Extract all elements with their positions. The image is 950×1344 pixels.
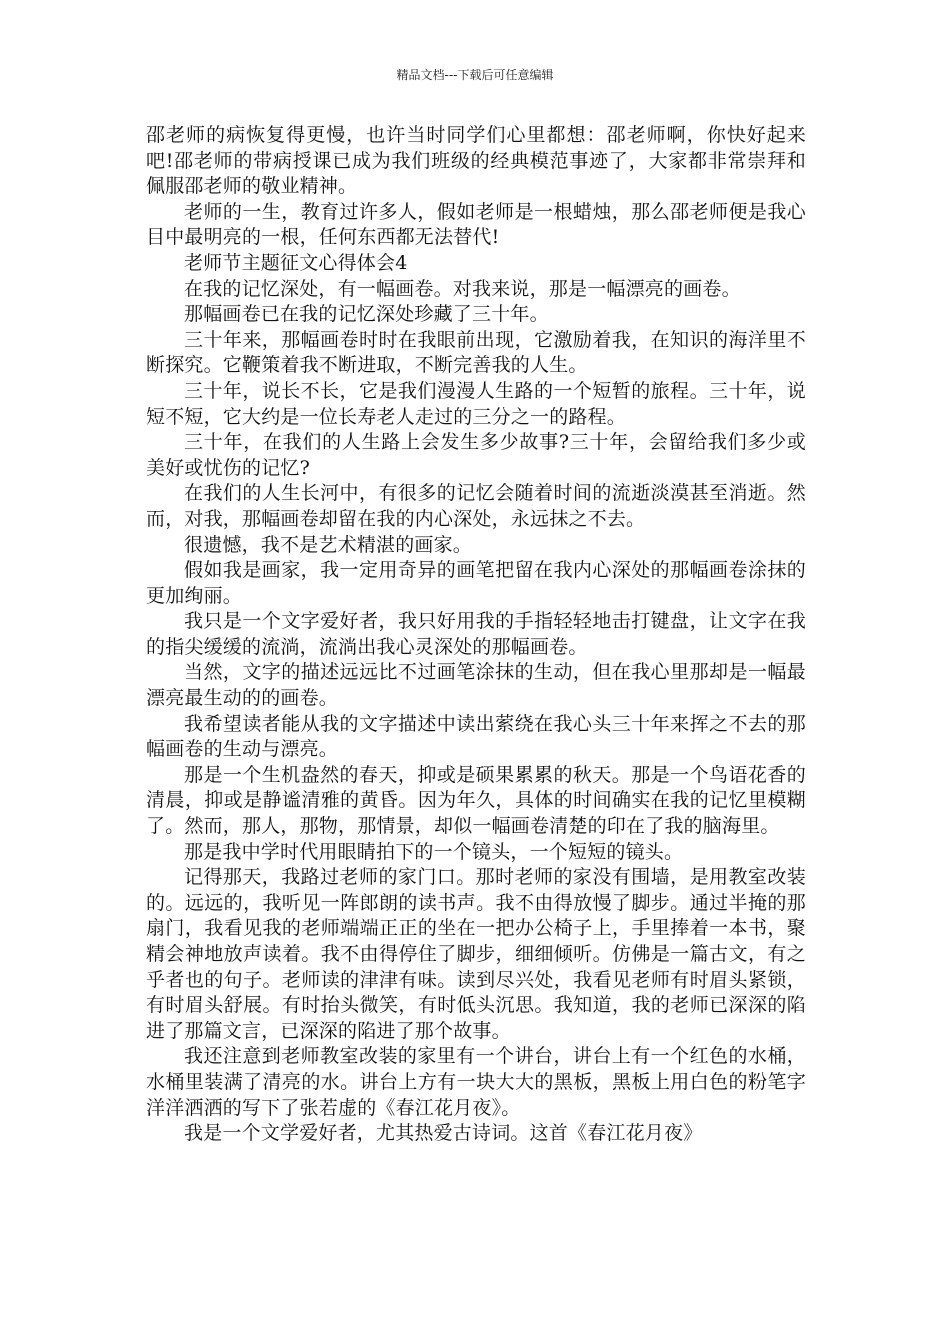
paragraph: 那是一个生机盎然的春天，抑或是硕果累累的秋天。那是一个鸟语花香的清晨，抑或是静谧清雅的黄昏。因为年久，具体的时间确实在我的记忆里模糊了。然而，那人，那物，那情景，却似一幅画卷清楚的印在了我的脑海里。 <box>146 763 806 838</box>
paragraph: 我还注意到老师教室改装的家里有一个讲台，讲台上有一个红色的水桶，水桶里装满了清亮的水。讲台上方有一块大大的黑板，黑板上用白色的粉笔字洋洋洒洒的写下了张若虚的《春江花月夜》。 <box>146 1045 806 1119</box>
paragraph: 老师的一生，教育过许多人，假如老师是一根蜡烛，那么邵老师便是我心目中最明亮的一根，任何东西都无法替代! <box>146 200 806 249</box>
paragraph: 假如我是画家，我一定用奇异的画笔把留在我内心深处的那幅画卷涂抹的更加绚丽。 <box>146 559 806 607</box>
paragraph: 在我们的人生长河中，有很多的记忆会随着时间的流逝淡漠甚至消逝。然而，对我，那幅画卷却留在我的内心深处，永远抹之不去。 <box>146 482 806 530</box>
paragraph: 三十年来，那幅画卷时时在我眼前出现，它激励着我，在知识的海洋里不断探究。它鞭策着我不断进取，不断完善我的人生。 <box>146 328 806 377</box>
paragraph: 三十年，在我们的人生路上会发生多少故事?三十年，会留给我们多少或美好或忧伤的记忆? <box>146 431 806 479</box>
paragraph: 记得那天，我路过老师的家门口。那时老师的家没有围墙，是用教室改装的。远远的，我听见一阵郎朗的读书声。我不由得放慢了脚步。通过半掩的那扇门，我看见我的老师端端正正的坐在一把办公椅子上，手里捧着一本书，聚精会神地放声读着。我不由得停住了脚步，细细倾听。仿佛是一篇古文，有之乎者也的句子。老师读的津津有味。读到尽兴处，我看见老师有时眉头紧锁，有时眉头舒展。有时抬头微笑，有时低头沉思。我知道，我的老师已深深的陷进了那篇文言，已深深的陷进了那个故事。 <box>146 866 806 1042</box>
document-body <box>146 123 806 1147</box>
paragraph: 邵老师的病恢复得更慢，也许当时同学们心里都想：邵老师啊，你快好起来吧!邵老师的带病授课已成为我们班级的经典模范事迹了，大家都非常崇拜和佩服邵老师的敬业精神。 <box>146 124 806 198</box>
paragraph: 当然，文字的描述远远比不过画笔涂抹的生动，但在我心里那却是一幅最漂亮最生动的的画卷。 <box>146 661 806 710</box>
paragraph: 我只是一个文字爱好者，我只好用我的手指轻轻地击打键盘，让文字在我的指尖缓缓的流淌，流淌出我心灵深处的那幅画卷。 <box>146 610 806 658</box>
paragraph: 那幅画卷已在我的记忆深处珍藏了三十年。 <box>184 303 549 326</box>
section-title: 老师节主题征文心得体会4 <box>184 251 408 274</box>
paragraph: 那是我中学时代用眼睛拍下的一个镜头，一个短短的镜头。 <box>184 840 684 863</box>
paragraph: 很遗憾，我不是艺术精湛的画家。 <box>184 533 473 556</box>
paragraph: 我是一个文学爱好者，尤其热爱古诗词。这首《春江花月夜》 <box>184 1122 703 1145</box>
paragraph: 在我的记忆深处，有一幅画卷。对我来说，那是一幅漂亮的画卷。 <box>184 277 741 300</box>
paragraph: 我希望读者能从我的文字描述中读出萦绕在我心头三十年来挥之不去的那幅画卷的生动与漂亮。 <box>146 712 806 761</box>
page-header: 精品文档---下载后可任意编辑 <box>396 68 554 82</box>
paragraph: 三十年，说长不长，它是我们漫漫人生路的一个短暂的旅程。三十年，说短不短，它大约是一位长寿老人走过的三分之一的路程。 <box>146 379 806 428</box>
